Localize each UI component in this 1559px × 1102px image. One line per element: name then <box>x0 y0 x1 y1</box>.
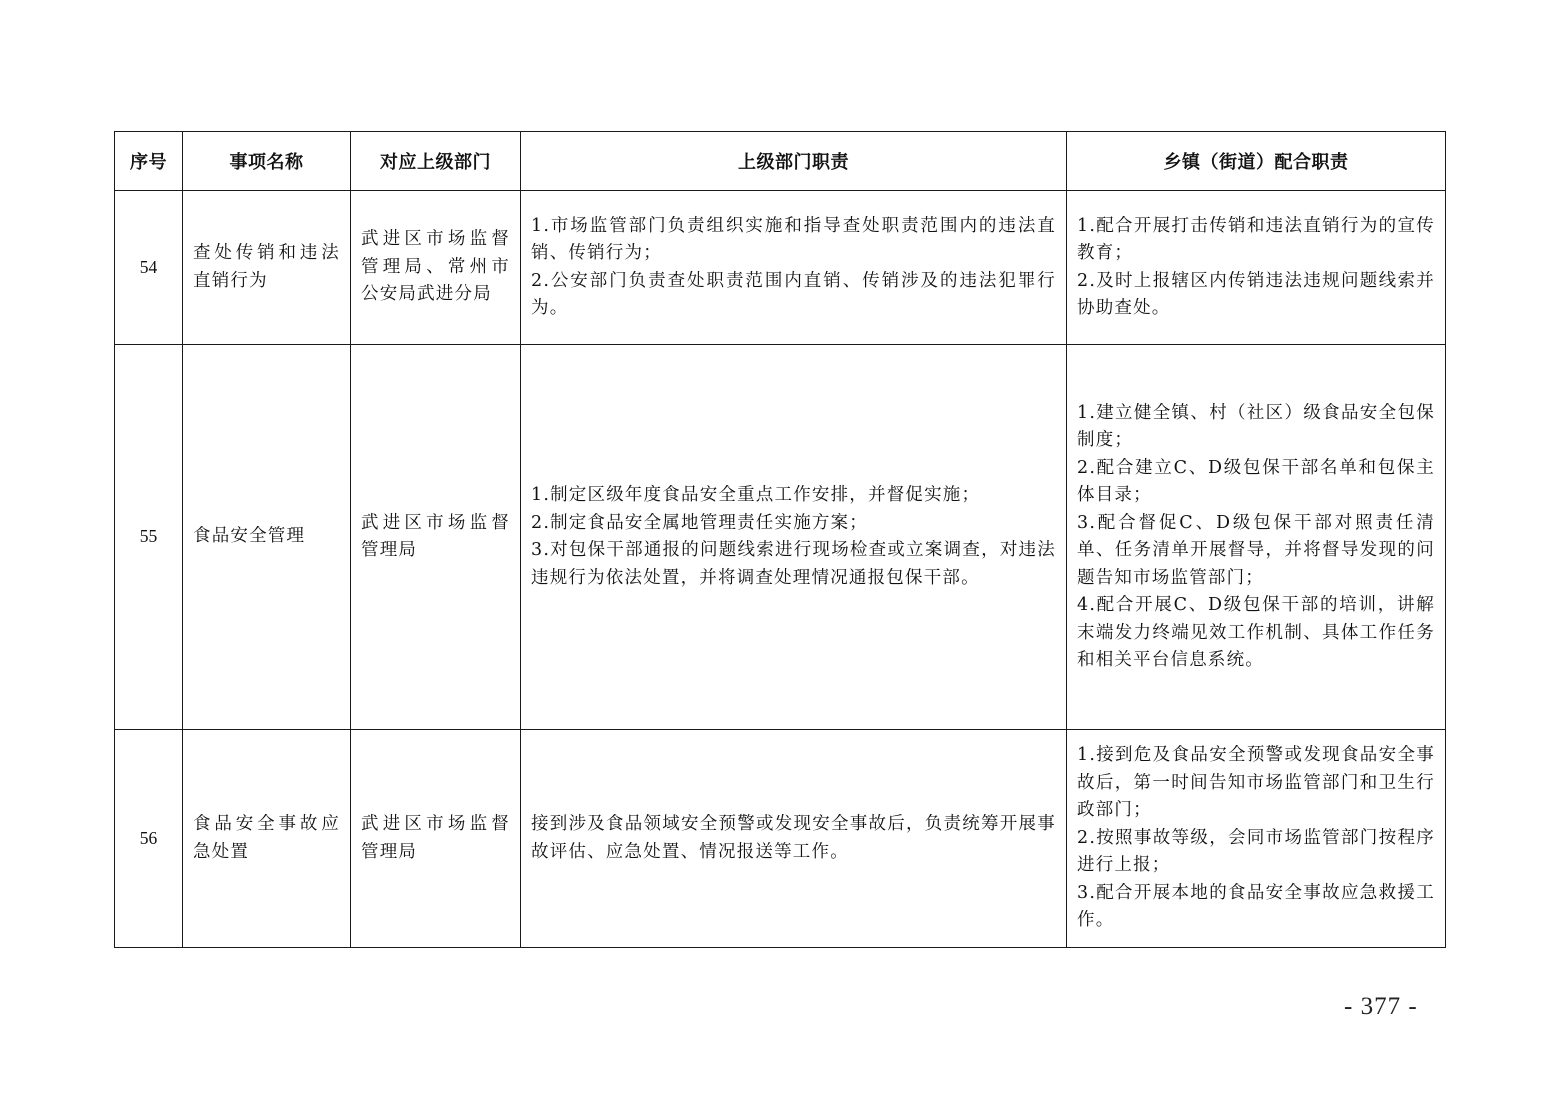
header-township-duties: 乡镇（街道）配合职责 <box>1067 132 1446 191</box>
superior-dept-cell: 武进区市场监督管理局 <box>351 345 521 730</box>
item-name-cell: 食品安全管理 <box>183 345 351 730</box>
item-name-cell: 查处传销和违法直销行为 <box>183 191 351 345</box>
duty-item: 2.配合建立C、D级包保干部名单和包保主体目录； <box>1077 457 1435 505</box>
duty-item: 1.配合开展打击传销和违法直销行为的宣传教育； <box>1077 215 1435 263</box>
superior-dept-cell: 武进区市场监督管理局 <box>351 730 521 948</box>
seq-cell: 54 <box>115 191 183 345</box>
header-superior-duties: 上级部门职责 <box>521 132 1067 191</box>
duty-item: 2.公安部门负责查处职责范围内直销、传销涉及的违法犯罪行为。 <box>531 270 1056 318</box>
duty-item: 2.及时上报辖区内传销违法违规问题线索并协助查处。 <box>1077 270 1435 318</box>
township-duties-cell <box>1067 730 1446 948</box>
superior-duties-cell <box>521 191 1067 345</box>
duty-item: 1.建立健全镇、村（社区）级食品安全包保制度； <box>1077 402 1435 450</box>
header-item-name: 事项名称 <box>183 132 351 191</box>
item-name-cell: 食品安全事故应急处置 <box>183 730 351 948</box>
header-row <box>115 132 1446 191</box>
duty-item: 接到涉及食品领域安全预警或发现安全事故后，负责统筹开展事故评估、应急处置、情况报送等工作。 <box>531 814 1056 862</box>
page-number: - 377 - <box>1344 993 1418 1020</box>
header-superior-dept: 对应上级部门 <box>351 132 521 191</box>
duty-item: 3.配合开展本地的食品安全事故应急救援工作。 <box>1077 882 1435 931</box>
superior-dept-cell: 武进区市场监督管理局、常州市公安局武进分局 <box>351 191 521 345</box>
superior-duties-cell <box>521 730 1067 948</box>
seq-cell: 56 <box>115 730 183 948</box>
seq-cell: 55 <box>115 345 183 730</box>
duty-item: 1.接到危及食品安全预警或发现食品安全事故后，第一时间告知市场监管部门和卫生行政部门； <box>1077 745 1435 821</box>
duty-item: 3.配合督促C、D级包保干部对照责任清单、任务清单开展督导，并将督导发现的问题告知市场监管部门； <box>1077 512 1435 588</box>
duty-table <box>114 131 1446 948</box>
header-seq: 序号 <box>115 132 183 191</box>
table-row <box>115 730 1446 948</box>
duty-item: 2.制定食品安全属地管理责任实施方案； <box>531 512 868 533</box>
table-row <box>115 345 1446 730</box>
township-duties-cell <box>1067 191 1446 345</box>
duty-item: 2.按照事故等级，会同市场监管部门按程序进行上报； <box>1077 827 1435 876</box>
duty-item: 4.配合开展C、D级包保干部的培训，讲解末端发力终端见效工作机制、具体工作任务和相关平台信息系统。 <box>1077 595 1435 670</box>
township-duties-cell <box>1067 345 1446 730</box>
duty-item: 1.制定区级年度食品安全重点工作安排，并督促实施； <box>531 485 981 505</box>
duty-item: 3.对包保干部通报的问题线索进行现场检查或立案调查，对违法违规行为依法处置，并将调查处理情况通报包保干部。 <box>531 540 1056 588</box>
superior-duties-cell <box>521 345 1067 730</box>
duty-item: 1.市场监管部门负责组织实施和指导查处职责范围内的违法直销、传销行为； <box>531 215 1056 263</box>
table-row <box>115 191 1446 345</box>
